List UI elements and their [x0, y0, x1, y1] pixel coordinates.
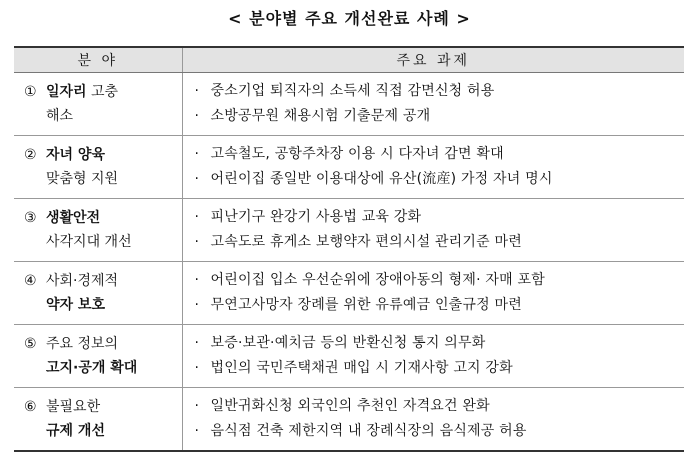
- task-text: 고속철도, 공항주차장 이용 시 다자녀 감면 확대: [210, 146, 504, 162]
- category-line-1: [46, 80, 118, 104]
- category-line-2: [46, 230, 132, 254]
- header-category: 분 야: [14, 47, 182, 73]
- task-text: 일반귀화신청 외국인의 추천인 자격요건 완화: [210, 398, 490, 414]
- category-line-2-text: 맞춤형 지원: [46, 171, 119, 187]
- tasks-cell: [182, 388, 684, 452]
- category-line-1: [46, 143, 118, 167]
- bullet-icon: ·: [194, 423, 200, 439]
- category-line-2: [46, 419, 105, 443]
- task-text: 무연고사망자 장례를 위한 유류예금 인출규정 마련: [210, 297, 522, 313]
- row-number: ①: [24, 84, 37, 100]
- table-row: [14, 136, 684, 199]
- category-line-1: [46, 332, 137, 356]
- category-line-2: [46, 356, 137, 380]
- bullet-icon: ·: [194, 297, 200, 313]
- category-line-1-bold: 자녀 양육: [46, 147, 105, 163]
- table-row: [14, 73, 684, 136]
- bullet-icon: ·: [194, 171, 200, 187]
- category-line-1: [46, 395, 105, 419]
- category-cell: [14, 388, 182, 452]
- tasks-cell: [182, 136, 684, 199]
- bullet-icon: ·: [194, 234, 200, 250]
- row-number: ⑥: [24, 399, 37, 415]
- table-row: [14, 262, 684, 325]
- category-line-1-text: 주요 정보의: [46, 336, 119, 352]
- task-item: [195, 104, 685, 129]
- task-item: [195, 79, 685, 104]
- category-cell: [14, 73, 182, 136]
- category-cell: [14, 136, 182, 199]
- task-text: 법인의 국민주택채권 매입 시 기재사항 고지 강화: [210, 360, 513, 376]
- tasks-cell: [182, 325, 684, 388]
- bullet-icon: ·: [194, 335, 200, 351]
- category-line-1-bold: 생활안전: [46, 210, 101, 226]
- tasks-cell: [182, 73, 684, 136]
- row-number: ⑤: [24, 336, 37, 352]
- category-line-2-bold: 규제 개선: [46, 423, 105, 439]
- header-tasks: 주요 과제: [182, 47, 684, 73]
- task-item: [195, 331, 685, 356]
- row-number: ②: [24, 147, 37, 163]
- tasks-cell: [182, 199, 684, 262]
- task-item: [195, 394, 685, 419]
- category-line-1-text: 사회·경제적: [46, 273, 119, 289]
- category-line-1-text: 불필요한: [46, 399, 101, 415]
- category-line-1: [46, 269, 118, 293]
- category-cell: [14, 325, 182, 388]
- task-text: 중소기업 퇴직자의 소득세 직접 감면신청 허용: [210, 83, 495, 99]
- category-line-1-text: 고충: [86, 84, 119, 100]
- task-item: [195, 419, 685, 444]
- task-item: [195, 356, 685, 381]
- page-title: < 분야별 주요 개선완료 사례 >: [228, 9, 471, 28]
- category-line-1-bold: 일자리: [46, 84, 87, 100]
- task-item: [195, 167, 685, 192]
- bullet-icon: ·: [194, 108, 200, 124]
- bullet-icon: ·: [194, 360, 200, 376]
- table-header-row: [14, 47, 684, 73]
- task-text: 고속도로 휴게소 보행약자 편의시설 관리기준 마련: [210, 234, 522, 250]
- category-line-2-text: 사각지대 개선: [46, 234, 132, 250]
- task-text: 어린이집 종일반 이용대상에 유산(流産) 가정 자녀 명시: [210, 171, 553, 187]
- task-item: [195, 268, 685, 293]
- category-line-1: [46, 206, 132, 230]
- task-item: [195, 205, 685, 230]
- category-line-2: [46, 167, 118, 191]
- table-row: [14, 325, 684, 388]
- category-cell: [14, 199, 182, 262]
- bullet-icon: ·: [194, 209, 200, 225]
- bullet-icon: ·: [194, 146, 200, 162]
- table-row: [14, 388, 684, 452]
- task-text: 음식점 건축 제한지역 내 장례식장의 음식제공 허용: [210, 423, 527, 439]
- task-text: 어린이집 입소 우선순위에 장애아동의 형제· 자매 포함: [210, 272, 545, 288]
- bullet-icon: ·: [194, 83, 200, 99]
- row-number: ③: [24, 210, 37, 226]
- category-line-2: [46, 293, 118, 317]
- category-line-2-bold: 약자 보호: [46, 297, 105, 313]
- task-item: [195, 142, 685, 167]
- task-item: [195, 293, 685, 318]
- improvement-table: [14, 46, 684, 452]
- category-line-2-bold: 고지·공개 확대: [46, 360, 138, 376]
- category-cell: [14, 262, 182, 325]
- bullet-icon: ·: [194, 272, 200, 288]
- bullet-icon: ·: [194, 398, 200, 414]
- tasks-cell: [182, 262, 684, 325]
- task-text: 보증·보관·예치금 등의 반환신청 통지 의무화: [210, 335, 486, 351]
- row-number: ④: [24, 273, 37, 289]
- category-line-2: [46, 104, 118, 128]
- task-item: [195, 230, 685, 255]
- task-text: 소방공무원 채용시험 기출문제 공개: [210, 108, 431, 124]
- task-text: 피난기구 완강기 사용법 교육 강화: [210, 209, 422, 225]
- category-line-2-text: 해소: [46, 108, 74, 124]
- table-row: [14, 199, 684, 262]
